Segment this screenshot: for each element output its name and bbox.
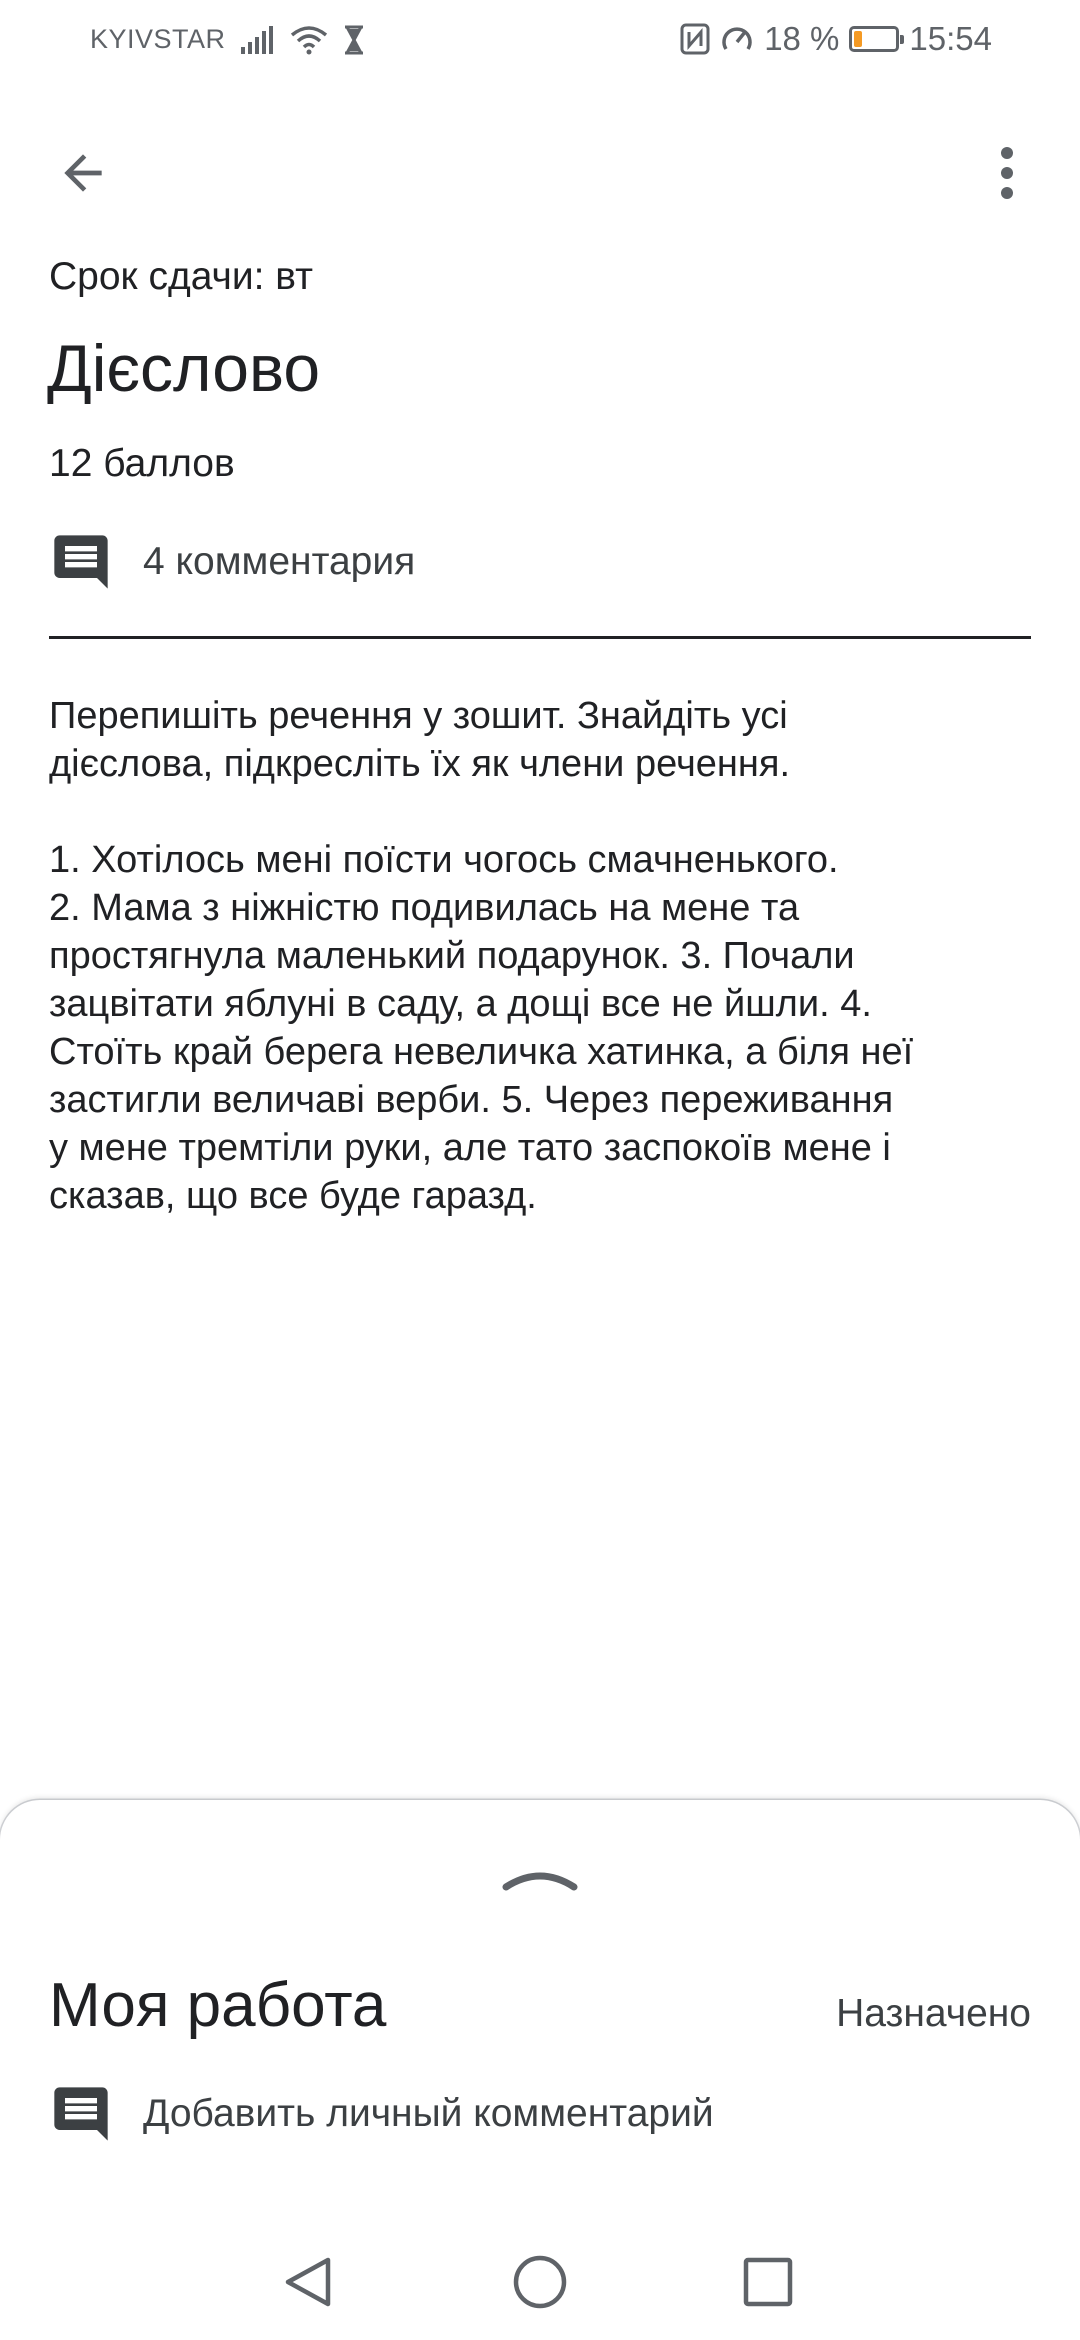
chevron-up-icon — [502, 1867, 578, 1891]
back-button[interactable] — [40, 130, 126, 216]
top-app-bar — [0, 110, 1080, 220]
clock: 15:54 — [909, 20, 992, 57]
divider — [49, 636, 1031, 639]
assignment-title: Дієслово — [47, 331, 321, 405]
nfc-icon — [680, 23, 710, 55]
nav-back-button[interactable] — [268, 2242, 348, 2322]
assignment-points: 12 баллов — [49, 442, 235, 485]
more-options-button[interactable] — [974, 130, 1040, 216]
battery-percent: 18 % — [764, 20, 840, 57]
add-private-comment-button[interactable] — [49, 2082, 714, 2146]
comments-count: 4 комментария — [143, 540, 416, 583]
paragraph-gap — [49, 788, 1039, 836]
arrow-back-icon — [55, 145, 111, 201]
work-status: Назначено — [836, 1992, 1031, 2035]
wifi-icon — [290, 25, 328, 55]
triangle-back-icon — [282, 2254, 334, 2310]
nav-recents-button[interactable] — [728, 2242, 808, 2322]
hourglass-icon — [342, 25, 366, 55]
square-recents-icon — [742, 2256, 794, 2308]
exercise-text: 1. Хотілось мені поїсти чогось смачненького. 2. Мама з ніжністю подивилась на мене та простягнула маленький подарунок. 3. Почали зацвітати яблуні в саду, а дощі все не йшли. 4. Стоїть край берега невеличка хатинка, а біля неї застигли величаві верби. 5. Через переживання у мене тремтіли руки, але тато заспокоїв мене і сказав, що все буде гаразд. — [49, 839, 914, 1217]
status-left — [90, 24, 366, 55]
system-nav-bar — [0, 2220, 1080, 2340]
circle-home-icon — [512, 2254, 568, 2310]
status-right — [680, 20, 992, 58]
instructions-text: Перепишіть речення у зошит. Знайдіть усі дієслова, підкресліть їх як члени речення. — [49, 695, 790, 785]
comment-icon — [49, 2082, 113, 2146]
my-work-sheet[interactable] — [0, 1800, 1080, 2220]
speedometer-icon — [720, 23, 754, 55]
battery-icon — [849, 26, 899, 52]
comment-icon — [49, 530, 113, 594]
nav-home-button[interactable] — [500, 2242, 580, 2322]
my-work-title: Моя работа — [49, 1971, 387, 2040]
more-vert-icon — [999, 145, 1015, 201]
class-comments-link[interactable] — [49, 530, 415, 594]
sheet-expand-handle[interactable] — [500, 1864, 580, 1894]
signal-icon — [240, 25, 276, 55]
battery-level-fill — [854, 31, 862, 47]
assignment-description — [49, 692, 1039, 1220]
status-bar — [0, 0, 1080, 82]
carrier-name: KYIVSTAR — [90, 24, 226, 54]
due-date: Срок сдачи: вт — [49, 255, 314, 298]
private-comment-label: Добавить личный комментарий — [143, 2092, 714, 2135]
